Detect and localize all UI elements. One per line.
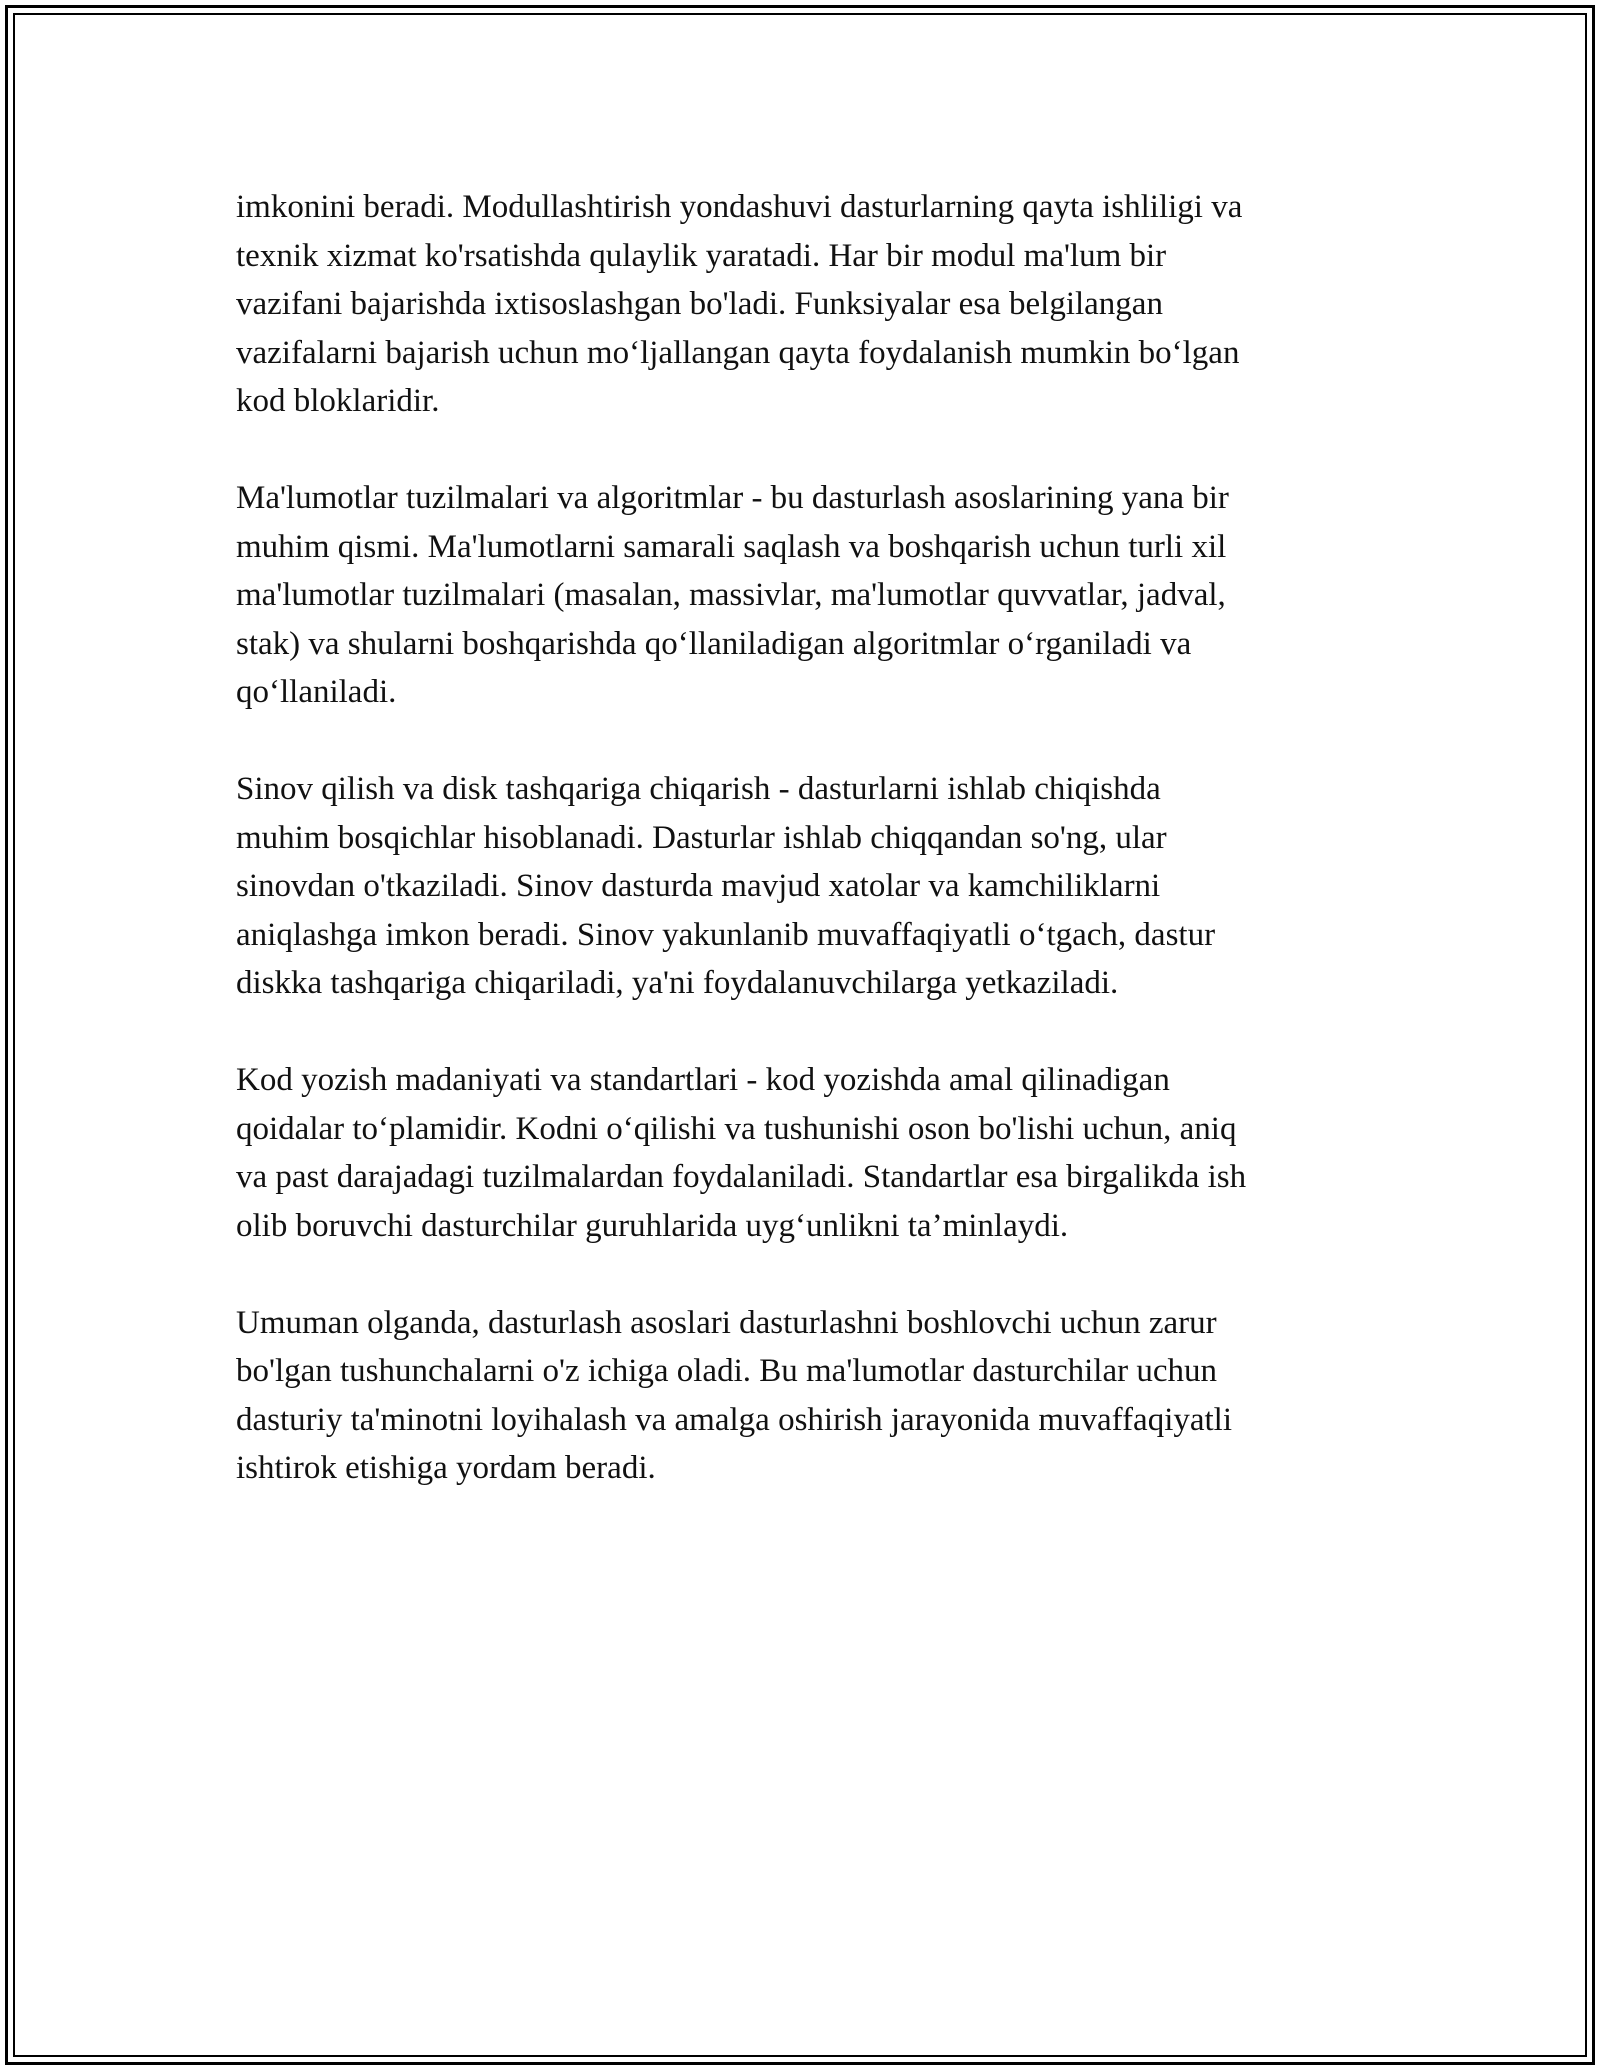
paragraph-conclusion: Umuman olganda, dasturlash asoslari dasturlashni boshlovchi uchun zarur bo'lgan tushunchalarni o'z ichiga oladi. Bu ma'lumotlar dasturchilar uchun dasturiy ta'minotni loyihalash va amalga oshirish jarayonida muvaffaqiyatli ishtirok etishiga yordam beradi. [236,1304,1233,1486]
paragraph-data-structures: Ma'lumotlar tuzilmalari va algoritmlar - bu dasturlash asoslarining yana bir muhim qismi. Ma'lumotlarni samarali saqlash va boshqarish uchun turli xil ma'lumotlar tuzilmalari (masalan, massivlar, ma'lumotlar quvvatlar, jadval, stak) va shularni boshqarishda qo‘llaniladigan algoritmlar o‘rganiladi va qo‘llaniladi. [236,480,1229,710]
document-body [236,183,1366,1541]
paragraph-code-standards: Kod yozish madaniyati va standartlari - kod yozishda amal qilinadigan qoidalar to‘plamidir. Kodni o‘qilishi va tushunishi oson bo'lishi uchun, aniq va past darajadagi tuzilmalardan foydalaniladi. Standartlar esa birgalikda ish olib boruvchi dasturchilar guruhlarida uyg‘unlikni ta’minlaydi. [236,1062,1247,1244]
paragraph-testing: Sinov qilish va disk tashqariga chiqarish - dasturlarni ishlab chiqishda muhim bosqichlar hisoblanadi. Dasturlar ishlab chiqqandan so'ng, ular sinovdan o'tkaziladi. Sinov dasturda mavjud xatolar va kamchiliklarni aniqlashga imkon beradi. Sinov yakunlanib muvaffaqiyatli o‘tgach, dastur diskka tashqariga chiqariladi, ya'ni foydalanuvchilarga yetkaziladi. [236,771,1216,1001]
paragraph-modules: imkonini beradi. Modullashtirish yondashuvi dasturlarning qayta ishliligi va texnik xizmat ko'rsatishda qulaylik yaratadi. Har bir modul ma'lum bir vazifani bajarishda ixtisoslashgan bo'ladi. Funksiyalar esa belgilangan vazifalarni bajarish uchun mo‘ljallangan qayta foydalanish mumkin bo‘lgan kod bloklaridir. [236,189,1243,419]
